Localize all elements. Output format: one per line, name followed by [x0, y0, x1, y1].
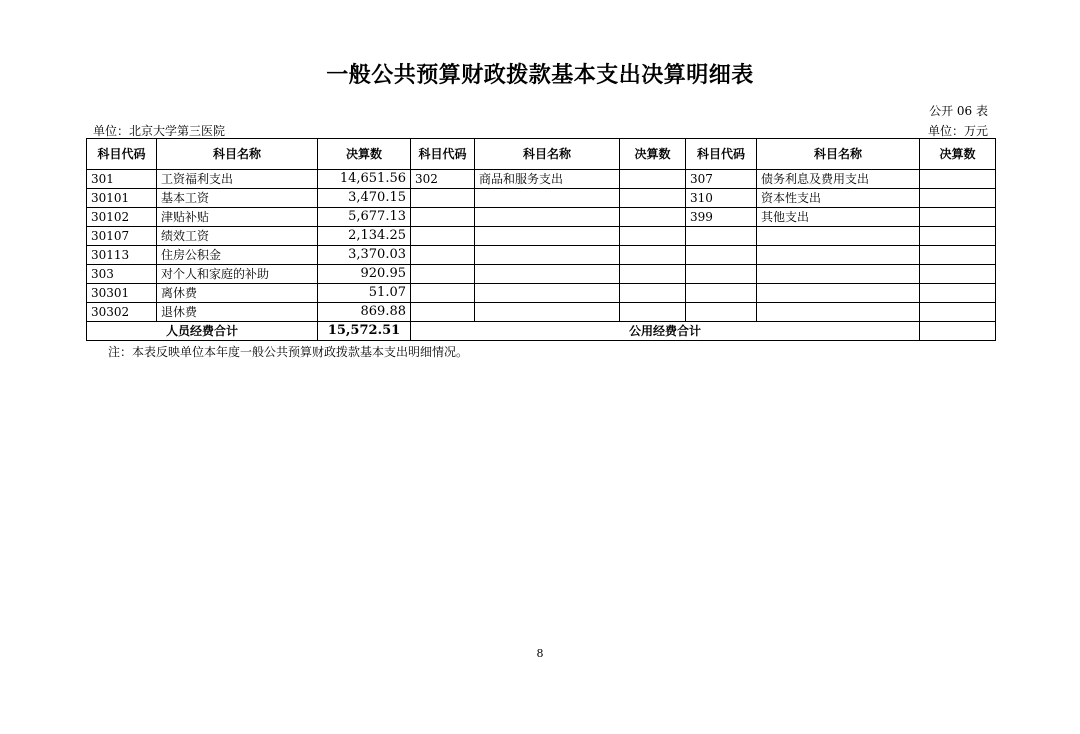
name-cell — [757, 265, 920, 284]
code-cell: 30113 — [87, 246, 157, 265]
code-cell: 30301 — [87, 284, 157, 303]
header-code-1: 科目代码 — [87, 139, 157, 170]
code-cell — [411, 284, 475, 303]
page-number: 8 — [536, 647, 544, 660]
amount-cell — [920, 265, 996, 284]
amount-cell: 3,470.15 — [318, 189, 411, 208]
code-cell: 301 — [87, 170, 157, 189]
form-number: 公开 06 表 — [929, 104, 988, 118]
code-cell — [686, 303, 757, 322]
name-cell — [475, 303, 620, 322]
code-cell — [411, 208, 475, 227]
name-cell — [757, 246, 920, 265]
amount-cell: 2,134.25 — [318, 227, 411, 246]
name-cell: 住房公积金 — [157, 246, 318, 265]
name-cell — [475, 246, 620, 265]
code-cell — [411, 303, 475, 322]
personnel-total-label: 人员经费合计 — [87, 322, 318, 341]
header-code-2: 科目代码 — [411, 139, 475, 170]
code-cell — [411, 189, 475, 208]
code-cell: 30107 — [87, 227, 157, 246]
name-cell — [475, 189, 620, 208]
name-cell — [475, 284, 620, 303]
amount-cell — [620, 208, 686, 227]
amount-cell — [620, 265, 686, 284]
name-cell: 资本性支出 — [757, 189, 920, 208]
code-cell — [686, 246, 757, 265]
name-cell: 退休费 — [157, 303, 318, 322]
amount-cell: 920.95 — [318, 265, 411, 284]
header-amount-2: 决算数 — [620, 139, 686, 170]
amount-cell — [620, 189, 686, 208]
amount-cell — [920, 246, 996, 265]
name-cell: 其他支出 — [757, 208, 920, 227]
name-cell: 基本工资 — [157, 189, 318, 208]
code-cell — [411, 227, 475, 246]
header-name-3: 科目名称 — [757, 139, 920, 170]
header-name-1: 科目名称 — [157, 139, 318, 170]
personnel-total-value: 15,572.51 — [318, 322, 411, 341]
header-row — [87, 139, 996, 170]
name-cell: 商品和服务支出 — [475, 170, 620, 189]
header-code-3: 科目代码 — [686, 139, 757, 170]
table-row — [87, 227, 996, 246]
name-cell — [757, 227, 920, 246]
amount-cell — [920, 284, 996, 303]
name-cell — [757, 303, 920, 322]
name-cell: 津贴补贴 — [157, 208, 318, 227]
amount-cell — [920, 208, 996, 227]
table-row — [87, 189, 996, 208]
code-cell: 30302 — [87, 303, 157, 322]
code-cell: 30102 — [87, 208, 157, 227]
name-cell: 工资福利支出 — [157, 170, 318, 189]
page-title: 一般公共预算财政拨款基本支出决算明细表 — [326, 63, 754, 88]
name-cell: 绩效工资 — [157, 227, 318, 246]
code-cell: 310 — [686, 189, 757, 208]
amount-cell — [620, 170, 686, 189]
code-cell: 307 — [686, 170, 757, 189]
table-row — [87, 284, 996, 303]
name-cell: 离休费 — [157, 284, 318, 303]
table-row — [87, 246, 996, 265]
code-cell: 302 — [411, 170, 475, 189]
table-note: 注：本表反映单位本年度一般公共预算财政拨款基本支出明细情况。 — [108, 345, 469, 359]
amount-cell — [620, 284, 686, 303]
unit-name: 单位：北京大学第三医院 — [93, 124, 226, 138]
name-cell — [475, 208, 620, 227]
amount-cell — [620, 303, 686, 322]
amount-cell — [620, 227, 686, 246]
code-cell — [686, 227, 757, 246]
header-name-2: 科目名称 — [475, 139, 620, 170]
code-cell — [411, 265, 475, 284]
table-row — [87, 303, 996, 322]
amount-cell — [620, 246, 686, 265]
amount-cell: 51.07 — [318, 284, 411, 303]
name-cell — [757, 284, 920, 303]
code-cell: 303 — [87, 265, 157, 284]
code-cell — [411, 246, 475, 265]
code-cell: 399 — [686, 208, 757, 227]
expenditure-table — [86, 138, 996, 341]
code-cell: 30101 — [87, 189, 157, 208]
name-cell — [475, 265, 620, 284]
table-row — [87, 170, 996, 189]
header-amount-1: 决算数 — [318, 139, 411, 170]
code-cell — [686, 265, 757, 284]
amount-cell: 5,677.13 — [318, 208, 411, 227]
name-cell — [475, 227, 620, 246]
code-cell — [686, 284, 757, 303]
amount-cell: 3,370.03 — [318, 246, 411, 265]
amount-cell: 869.88 — [318, 303, 411, 322]
amount-cell — [920, 189, 996, 208]
amount-cell: 14,651.56 — [318, 170, 411, 189]
public-total-label: 公用经费合计 — [411, 322, 920, 341]
table-row — [87, 265, 996, 284]
amount-cell — [920, 227, 996, 246]
public-total-value — [920, 322, 996, 341]
totals-row — [87, 322, 996, 341]
name-cell: 对个人和家庭的补助 — [157, 265, 318, 284]
amount-cell — [920, 170, 996, 189]
amount-cell — [920, 303, 996, 322]
currency-unit: 单位：万元 — [927, 124, 988, 138]
table-row — [87, 208, 996, 227]
name-cell: 债务利息及费用支出 — [757, 170, 920, 189]
header-amount-3: 决算数 — [920, 139, 996, 170]
